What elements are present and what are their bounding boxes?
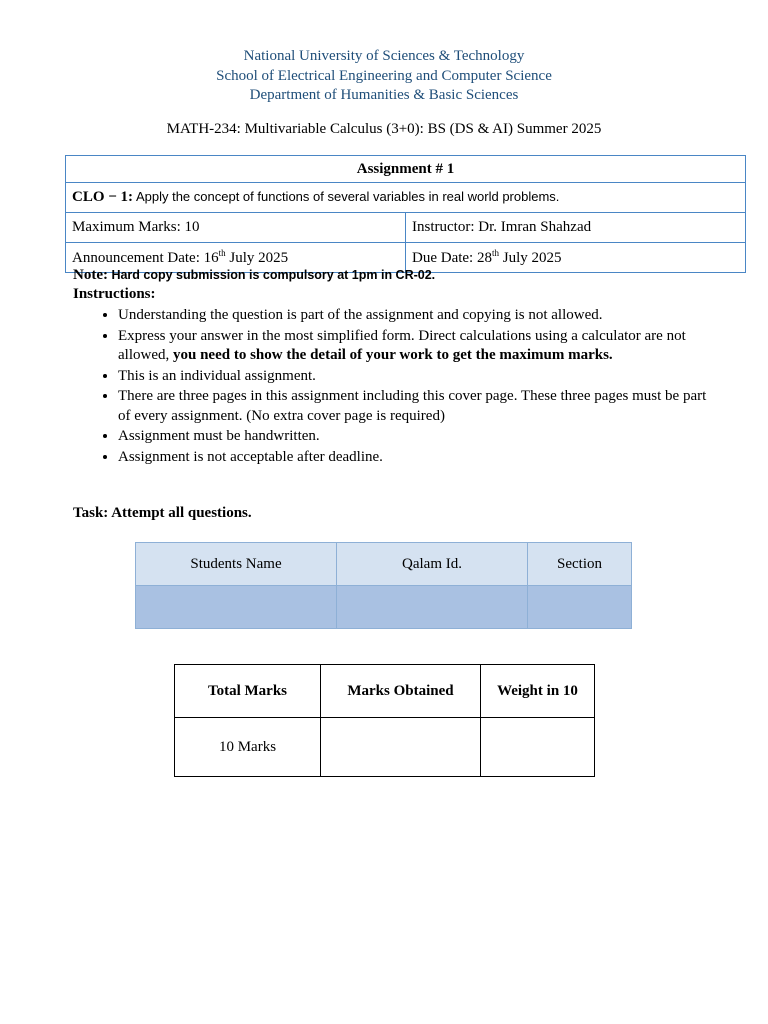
assignment-title: Assignment # 1 — [66, 156, 746, 183]
qalam-id-cell[interactable] — [337, 586, 528, 629]
list-item: • Assignment must be handwritten. — [118, 427, 718, 447]
students-table — [135, 542, 632, 629]
instructions-title: Instructions: — [73, 286, 156, 302]
list-item: • Express your answer in the most simplified form. Direct calculations using a calculator are not allowed, you need to show the detail of your work to get the maximum marks. — [118, 327, 718, 366]
section-cell[interactable] — [528, 586, 632, 629]
school-name: School of Electrical Engineering and Computer Science — [216, 67, 552, 84]
section-header: Section — [528, 543, 632, 586]
max-marks: Maximum Marks: 10 — [66, 213, 406, 243]
task-heading: Task: Attempt all questions. — [73, 505, 252, 521]
instructor: Instructor: Dr. Imran Shahzad — [406, 213, 746, 243]
list-item: • Understanding the question is part of the assignment and copying is not allowed. — [118, 306, 718, 326]
marks-table — [174, 664, 595, 777]
due-date: Due Date: 28th July 2025 — [406, 243, 746, 273]
students-name-cell[interactable] — [136, 586, 337, 629]
total-marks-header: Total Marks — [175, 665, 321, 718]
document-header — [0, 47, 768, 106]
weight-cell[interactable] — [481, 718, 595, 777]
weight-header: Weight in 10 — [481, 665, 595, 718]
note-label: Note: — [73, 267, 108, 283]
total-marks-value: 10 Marks — [175, 718, 321, 777]
university-name: National University of Sciences & Technology — [243, 48, 525, 64]
announcement-date: Announcement Date: 16th July 2025 — [66, 243, 406, 273]
note — [73, 267, 435, 284]
clo-text: Apply the concept of functions of several variables in real world problems. — [133, 189, 560, 204]
clo-label: CLO − 1: — [72, 189, 134, 205]
list-item: • Assignment is not acceptable after deadline. — [118, 448, 718, 468]
instructions-list — [100, 306, 718, 468]
list-item: • There are three pages in this assignment including this cover page. These three pages must be part of every assignment. (No extra cover page is required) — [118, 387, 718, 426]
qalam-id-header: Qalam Id. — [337, 543, 528, 586]
marks-obtained-cell[interactable] — [321, 718, 481, 777]
note-text: Hard copy submission is compulsory at 1pm in CR-02. — [107, 268, 436, 282]
students-name-header: Students Name — [136, 543, 337, 586]
marks-obtained-header: Marks Obtained — [321, 665, 481, 718]
clo-cell — [66, 183, 746, 213]
course-title: MATH-234: Multivariable Calculus (3+0): BS (DS & AI) Summer 2025 — [166, 121, 602, 137]
list-item: • This is an individual assignment. — [118, 367, 718, 387]
department-name: Department of Humanities & Basic Sciences — [249, 87, 519, 103]
assignment-info-table — [65, 155, 746, 273]
